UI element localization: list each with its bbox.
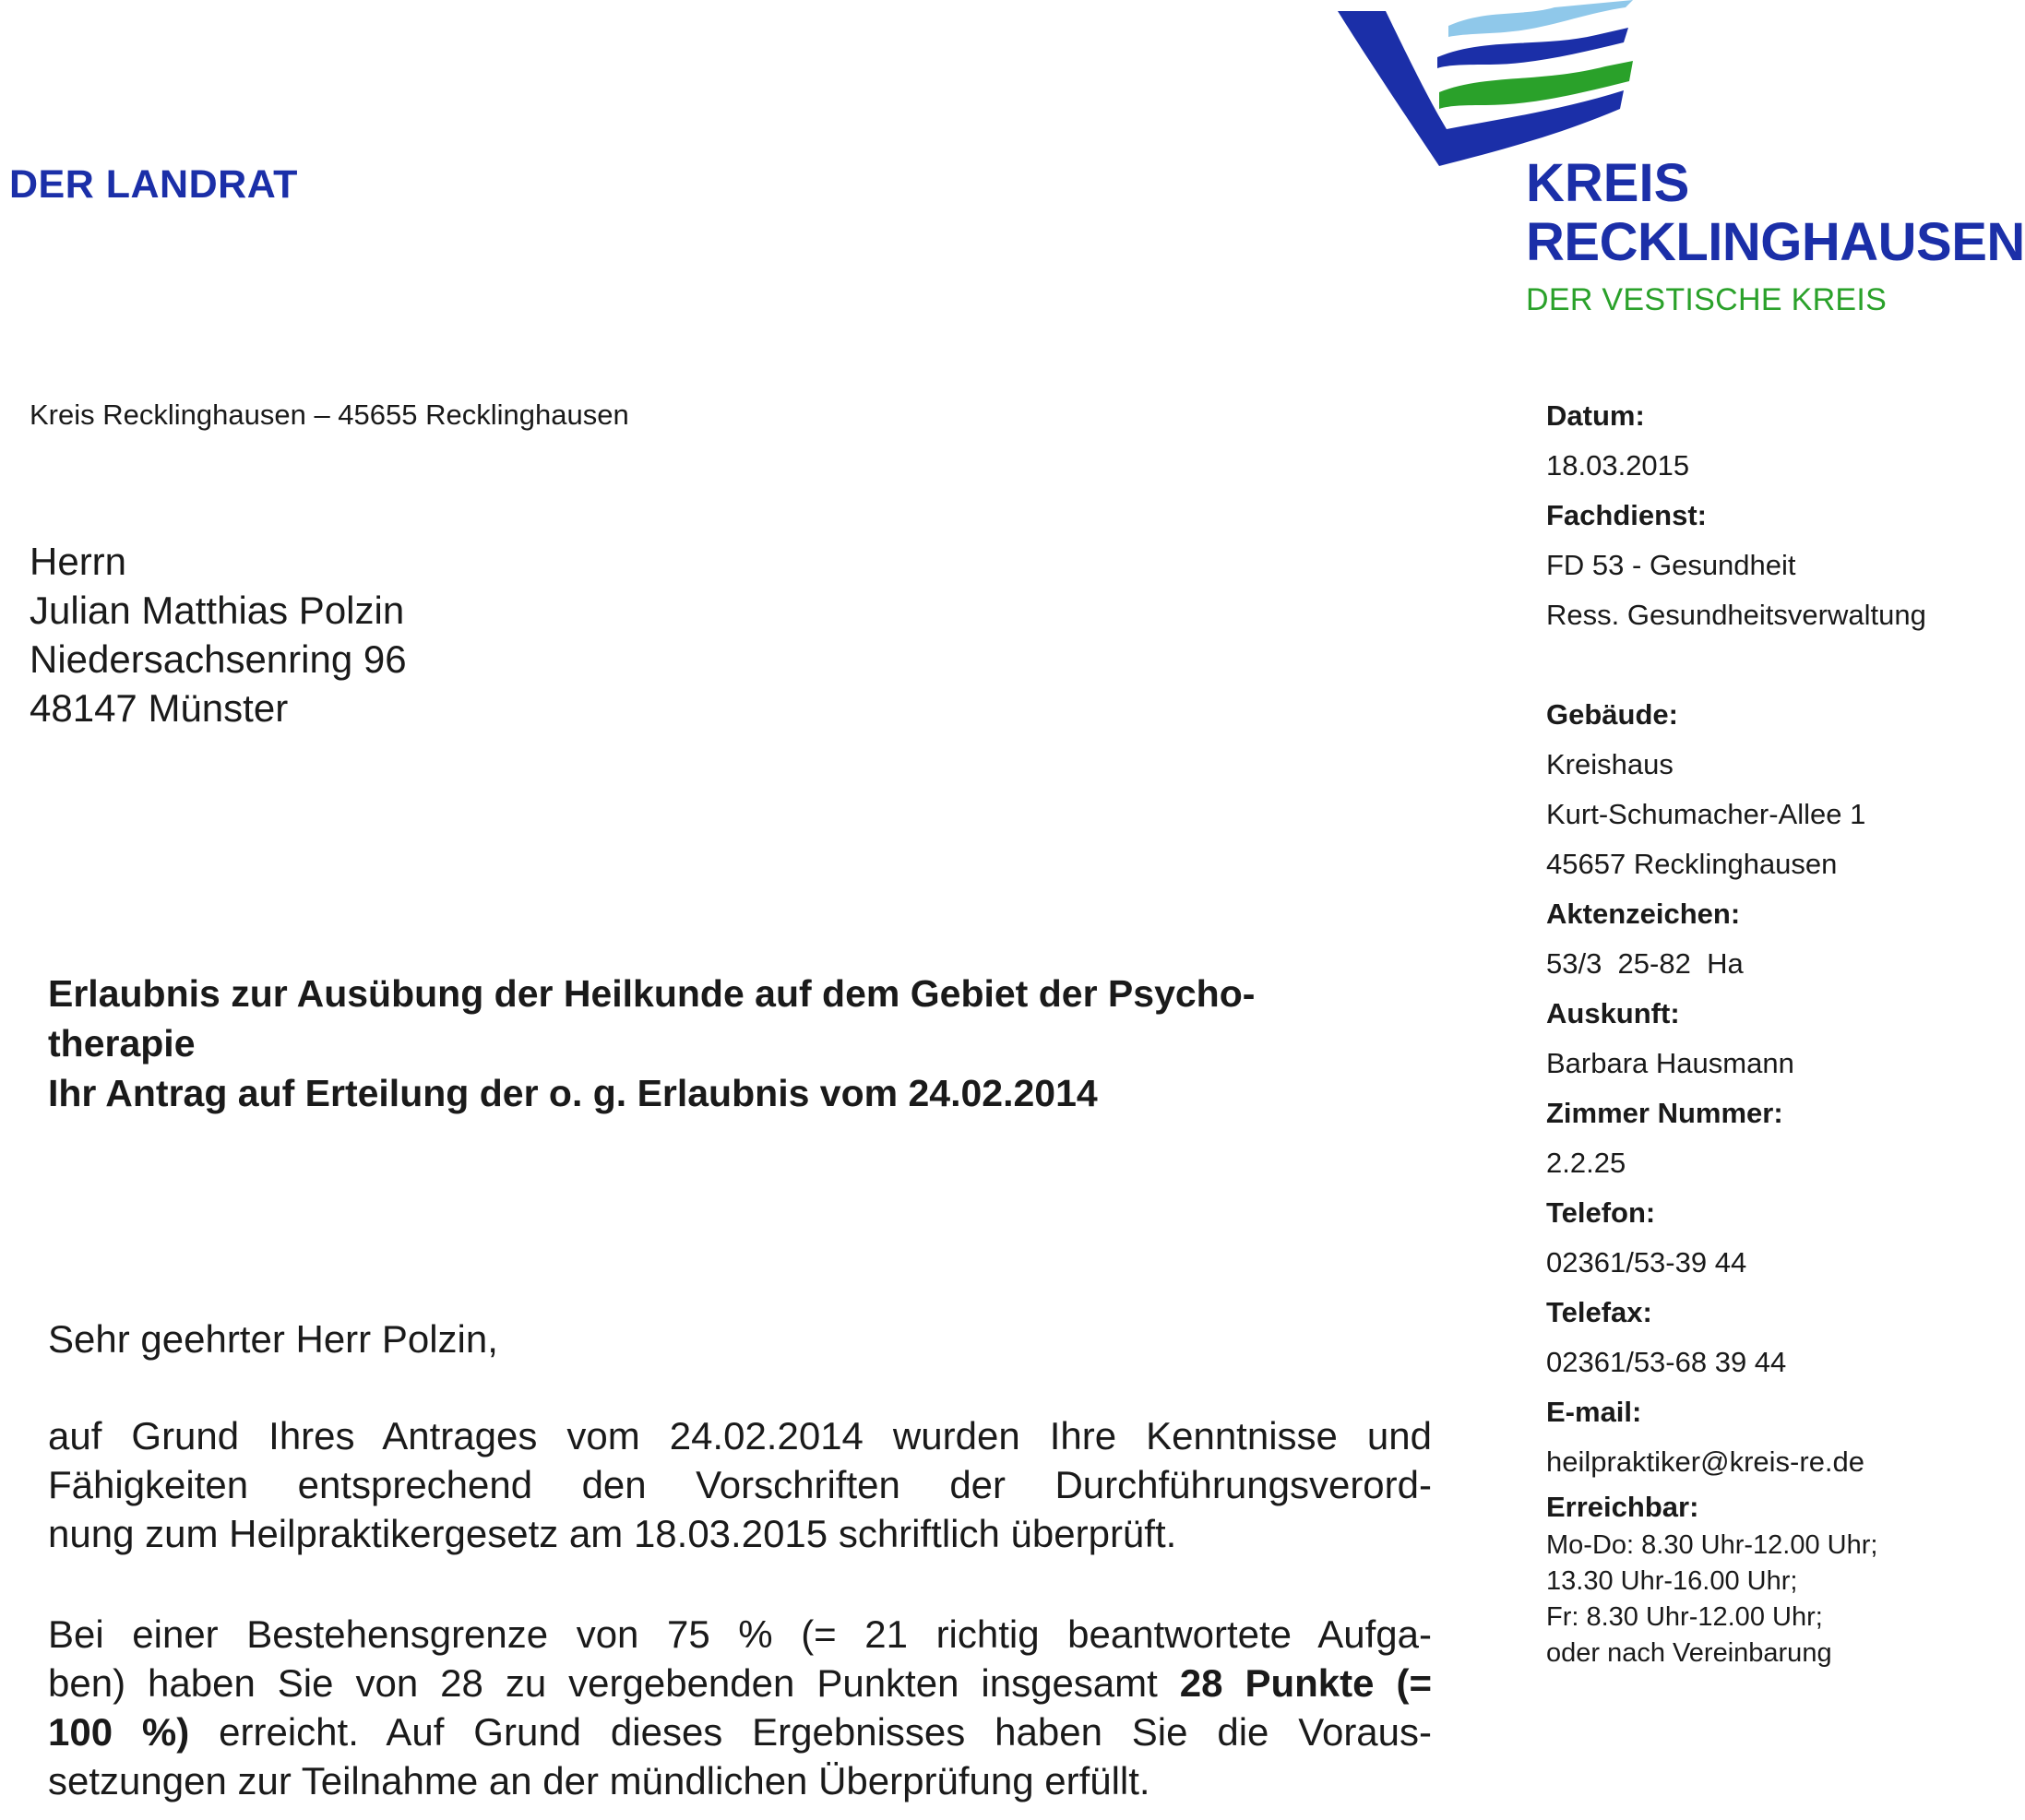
subject-line-2: therapie [48, 1022, 196, 1065]
p1-line-1: auf Grund Ihres Antrages vom 24.02.2014 wurden Ihre Kenntnisse und [48, 1414, 1432, 1457]
fachdienst-value-2: Ress. Gesundheitsverwaltung [1546, 599, 1926, 631]
p1-line-3: nung zum Heilpraktikergesetz am 18.03.2015 schriftlich überprüft. [48, 1512, 1177, 1555]
erreichbar-line-4: oder nach Vereinbarung [1546, 1638, 1832, 1668]
p2-line-3-text: erreicht. Auf Grund dieses Ergebnisses haben Sie die Voraus- [189, 1710, 1433, 1754]
telefon-label: Telefon: [1546, 1196, 1656, 1229]
zimmer-label: Zimmer Nummer: [1546, 1097, 1783, 1129]
p2-line-4: setzungen zur Teilnahme an der mündlichen Überprüfung erfüllt. [48, 1759, 1150, 1802]
p2-line-2-text: ben) haben Sie von 28 zu vergebenden Punkten insgesamt [48, 1661, 1180, 1705]
p2-line-2 [48, 1659, 1432, 1707]
recipient-city: 48147 Münster [30, 686, 289, 730]
landrat-title: DER LANDRAT [9, 162, 298, 207]
body-paragraph-1 [48, 1411, 1432, 1558]
erreichbar-line-1: Mo-Do: 8.30 Uhr-12.00 Uhr; [1546, 1530, 1878, 1560]
recipient-street: Niedersachsenring 96 [30, 637, 407, 681]
aktenzeichen-label: Aktenzeichen: [1546, 898, 1741, 930]
p2-line-3-bold: 100 %) [48, 1710, 190, 1754]
info-column [1546, 391, 1961, 1671]
body-paragraph-2 [48, 1610, 1432, 1805]
telefon-value: 02361/53-39 44 [1546, 1246, 1747, 1279]
subject-line-1: Erlaubnis zur Ausübung der Heilkunde auf dem Gebiet der Psycho- [48, 972, 1256, 1015]
zimmer-value: 2.2.25 [1546, 1147, 1626, 1179]
p2-line-2-bold: 28 Punkte (= [1179, 1661, 1432, 1705]
subject-line-3: Ihr Antrag auf Erteilung der o. g. Erlaubnis vom 24.02.2014 [48, 1072, 1098, 1114]
auskunft-label: Auskunft: [1546, 997, 1680, 1029]
sender-return-address: Kreis Recklinghausen – 45655 Recklinghausen [30, 398, 629, 431]
org-tagline: DER VESTISCHE KREIS [1526, 282, 1888, 317]
erreichbar-line-2: 13.30 Uhr-16.00 Uhr; [1546, 1566, 1798, 1596]
letter-subject [48, 969, 1441, 1118]
gebaeude-value-3: 45657 Recklinghausen [1546, 848, 1838, 880]
org-name-line2: RECKLINGHAUSEN [1526, 212, 2025, 272]
erreichbar-label: Erreichbar: [1546, 1491, 1699, 1523]
p2-line-3 [48, 1707, 1432, 1756]
p1-line-2: Fähigkeiten entsprechend den Vorschriften der Durchführungsverord- [48, 1463, 1432, 1506]
gebaeude-value-1: Kreishaus [1546, 748, 1674, 780]
telefax-value: 02361/53-68 39 44 [1546, 1346, 1787, 1378]
email-label: E-mail: [1546, 1396, 1642, 1428]
gebaeude-value-2: Kurt-Schumacher-Allee 1 [1546, 798, 1866, 830]
kreis-logo-icon [1328, 0, 1642, 171]
letter-salutation: Sehr geehrter Herr Polzin, [48, 1317, 498, 1361]
email-value: heilpraktiker@kreis-re.de [1546, 1445, 1865, 1478]
aktenzeichen-value: 53/3 25-82 Ha [1546, 947, 1744, 980]
datum-value: 18.03.2015 [1546, 449, 1690, 482]
gebaeude-label: Gebäude: [1546, 698, 1678, 731]
erreichbar-line-3: Fr: 8.30 Uhr-12.00 Uhr; [1546, 1602, 1823, 1632]
p2-line-1: Bei einer Bestehensgrenze von 75 % (= 21 richtig beantwortete Aufga- [48, 1612, 1432, 1656]
fachdienst-value: FD 53 - Gesundheit [1546, 549, 1796, 581]
recipient-salutation: Herrn [30, 540, 127, 583]
org-name-line1: KREIS [1526, 153, 1690, 213]
auskunft-value: Barbara Hausmann [1546, 1047, 1794, 1079]
datum-label: Datum: [1546, 399, 1645, 432]
recipient-name: Julian Matthias Polzin [30, 589, 405, 632]
recipient-address [30, 537, 407, 732]
telefax-label: Telefax: [1546, 1296, 1652, 1328]
fachdienst-label: Fachdienst: [1546, 499, 1707, 531]
